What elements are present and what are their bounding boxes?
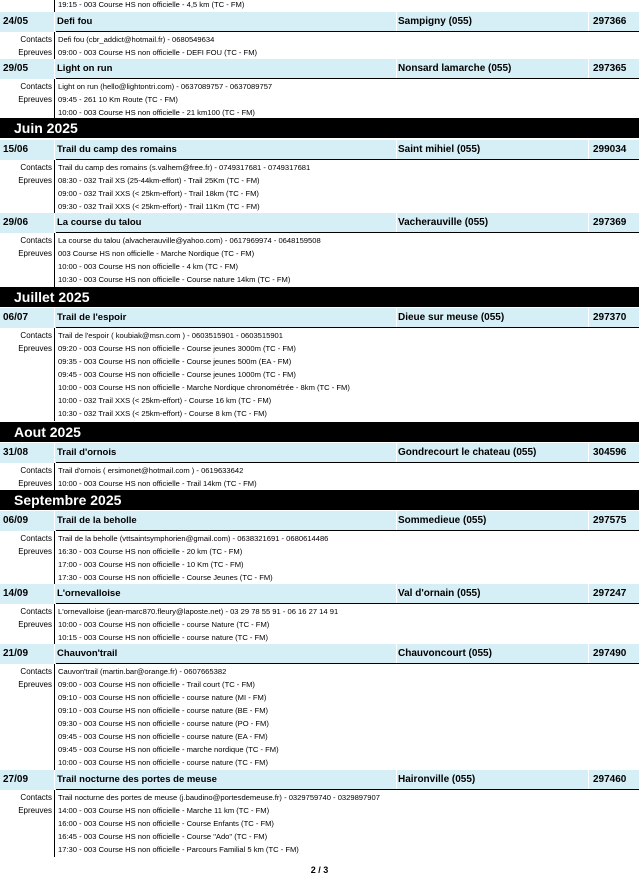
event-block — [0, 644, 639, 770]
event-line-text: 10:30 - 003 Course HS non officielle - Course nature 14km (TC - FM) — [58, 275, 291, 284]
header-separator — [54, 12, 55, 32]
event-line-text: 17:30 - 003 Course HS non officielle - Parcours Familial 5 km (TC - FM) — [58, 845, 299, 854]
header-underline — [56, 159, 639, 160]
event-line — [0, 187, 639, 200]
event-id: 304596 — [593, 447, 627, 458]
event-line-text: 09:10 - 003 Course HS non officielle - course nature (MI - FM) — [58, 693, 267, 702]
contact-row — [0, 234, 639, 247]
event-id: 297366 — [593, 16, 627, 27]
month-header — [0, 287, 639, 307]
event-line-text: 09:10 - 003 Course HS non officielle - course nature (BE - FM) — [58, 706, 269, 715]
event-line-text: 10:15 - 003 Course HS non officielle - course nature (TC - FM) — [58, 633, 269, 642]
epreuves-label: Epreuves — [18, 620, 52, 629]
event-place: Sommedieue (055) — [398, 515, 487, 526]
header-separator — [588, 308, 589, 328]
header-underline — [56, 327, 639, 328]
header-underline — [56, 789, 639, 790]
event-line-text: 09:30 - 032 Trail XXS (< 25km-effort) - Trail 11Km (TC - FM) — [58, 202, 260, 211]
header-separator — [588, 443, 589, 463]
event-line-text: 10:00 - 003 Course HS non officielle - Trail 14km (TC - FM) — [58, 479, 257, 488]
header-separator — [54, 443, 55, 463]
event-place: Gondrecourt le chateau (055) — [398, 447, 537, 458]
event-header — [0, 644, 639, 664]
contacts-label: Contacts — [20, 667, 52, 676]
header-separator — [588, 12, 589, 32]
event-id: 297370 — [593, 312, 627, 323]
header-separator — [54, 644, 55, 664]
event-date: 15/06 — [3, 144, 29, 155]
event-date: 06/09 — [3, 515, 29, 526]
event-title[interactable]: Trail d'ornois — [57, 447, 117, 458]
header-separator — [54, 140, 55, 160]
contact-row — [0, 329, 639, 342]
contacts-label: Contacts — [20, 607, 52, 616]
page-number: 2 / 3 — [310, 865, 329, 875]
event-line-text: 17:00 - 003 Course HS non officielle - 10 Km (TC - FM) — [58, 560, 244, 569]
contacts-label: Contacts — [20, 163, 52, 172]
event-block — [0, 511, 639, 585]
event-block — [0, 59, 639, 120]
event-line — [0, 355, 639, 368]
event-place: Val d'ornain (055) — [398, 588, 481, 599]
header-separator — [54, 770, 55, 790]
event-line — [0, 830, 639, 843]
header-underline — [56, 530, 639, 531]
contact-row — [0, 791, 639, 804]
event-id: 297247 — [593, 588, 627, 599]
header-separator — [588, 140, 589, 160]
event-line-text: 10:00 - 003 Course HS non officielle - 21 km100 (TC - FM) — [58, 108, 255, 117]
event-title[interactable]: Chauvon'trail — [57, 648, 118, 659]
event-line — [0, 93, 639, 106]
contact-text: L'ornevalloise (jean-marc870.fleury@laposte.net) - 03 29 78 55 91 - 06 16 27 14 91 — [58, 607, 339, 616]
contact-row — [0, 80, 639, 93]
header-underline — [56, 462, 639, 463]
contact-text: La course du talou (alvacherauville@yahoo.com) - 0617969974 - 0648159508 — [58, 236, 321, 245]
event-date: 21/09 — [3, 648, 29, 659]
header-separator — [396, 443, 397, 463]
contact-text: Trail de l'espoir ( koubiak@msn.com ) - 0603515901 - 0603515901 — [58, 331, 284, 340]
event-line-text: 09:45 - 003 Course HS non officielle - marche nordique (TC - FM) — [58, 745, 279, 754]
event-title[interactable]: Light on run — [57, 63, 113, 74]
event-header — [0, 511, 639, 531]
event-date: 31/08 — [3, 447, 29, 458]
header-separator — [54, 213, 55, 233]
event-line — [0, 730, 639, 743]
event-line-text: 09:45 - 003 Course HS non officielle - Course jeunes 1000m (TC - FM) — [58, 370, 296, 379]
contact-row — [0, 464, 639, 477]
epreuves-label: Epreuves — [18, 176, 52, 185]
event-line — [0, 46, 639, 59]
event-line-text: 10:00 - 003 Course HS non officielle - 4 km (TC - FM) — [58, 262, 239, 271]
month-header — [0, 422, 639, 442]
event-line-text: 09:20 - 003 Course HS non officielle - Course jeunes 3000m (TC - FM) — [58, 344, 296, 353]
epreuves-label: Epreuves — [18, 680, 52, 689]
event-header — [0, 443, 639, 463]
contact-row — [0, 161, 639, 174]
event-id: 297575 — [593, 515, 627, 526]
event-line — [0, 0, 639, 11]
epreuves-label: Epreuves — [18, 249, 52, 258]
contact-text: Trail de la beholle (vttsaintsymphorien@gmail.com) - 0638321691 - 0680614486 — [58, 534, 329, 543]
event-header — [0, 140, 639, 160]
contact-text: Trail du camp des romains (s.valhem@free.fr) - 0749317681 - 0749317681 — [58, 163, 311, 172]
header-separator — [54, 511, 55, 531]
event-line — [0, 273, 639, 286]
event-line — [0, 631, 639, 644]
event-line — [0, 843, 639, 856]
event-header — [0, 12, 639, 32]
header-separator — [396, 644, 397, 664]
month-title: Septembre 2025 — [14, 492, 122, 508]
event-id: 297369 — [593, 217, 627, 228]
event-line-text: 09:35 - 003 Course HS non officielle - Course jeunes 500m (EA - FM) — [58, 357, 292, 366]
event-header — [0, 584, 639, 604]
header-underline — [56, 78, 639, 79]
event-line — [0, 558, 639, 571]
event-title[interactable]: Trail de la beholle — [57, 515, 137, 526]
event-line-text: 09:45 - 003 Course HS non officielle - course nature (EA - FM) — [58, 732, 268, 741]
contact-text: Light on run (hello@lightontri.com) - 0637089757 - 0637089757 — [58, 82, 273, 91]
event-place: Vacherauville (055) — [398, 217, 489, 228]
month-header — [0, 118, 639, 138]
header-underline — [56, 663, 639, 664]
event-line — [0, 200, 639, 213]
header-underline — [56, 232, 639, 233]
contacts-label: Contacts — [20, 331, 52, 340]
event-line-text: 08:30 - 032 Trail XS (25-44km-effort) - Trail 25Km (TC - FM) — [58, 176, 260, 185]
event-line-text: 10:00 - 003 Course HS non officielle - Marche Nordique chronométrée - 8km (TC - FM) — [58, 383, 350, 392]
event-title[interactable]: Trail de l'espoir — [57, 312, 127, 323]
event-date: 06/07 — [3, 312, 29, 323]
header-separator — [396, 213, 397, 233]
header-separator — [588, 59, 589, 79]
event-line-text: 10:30 - 032 Trail XXS (< 25km-effort) - Course 8 km (TC - FM) — [58, 409, 267, 418]
event-line-text: 09:45 - 261 10 Km Route (TC - FM) — [58, 95, 178, 104]
header-separator — [588, 213, 589, 233]
event-block — [0, 584, 639, 645]
event-header — [0, 770, 639, 790]
header-separator — [396, 59, 397, 79]
event-line — [0, 756, 639, 769]
contacts-label: Contacts — [20, 35, 52, 44]
header-separator — [396, 511, 397, 531]
event-place: Nonsard lamarche (055) — [398, 63, 512, 74]
month-title: Aout 2025 — [14, 424, 81, 440]
event-block — [0, 443, 639, 491]
event-place: Sampigny (055) — [398, 16, 472, 27]
event-place: Chauvoncourt (055) — [398, 648, 492, 659]
event-title[interactable]: Trail du camp des romains — [57, 144, 177, 155]
event-place: Saint mihiel (055) — [398, 144, 481, 155]
event-block — [0, 213, 639, 287]
event-block — [0, 140, 639, 214]
event-line — [0, 174, 639, 187]
event-block — [0, 12, 639, 60]
event-id: 297460 — [593, 774, 627, 785]
event-line-text: 10:00 - 032 Trail XXS (< 25km-effort) - Course 16 km (TC - FM) — [58, 396, 272, 405]
contact-text: Trail d'ornois ( ersimonet@hotmail.com ) - 0619633642 — [58, 466, 244, 475]
event-line-text: 16:30 - 003 Course HS non officielle - 20 km (TC - FM) — [58, 547, 243, 556]
event-line-text: 14:00 - 003 Course HS non officielle - Marche 11 km (TC - FM) — [58, 806, 270, 815]
event-header — [0, 213, 639, 233]
header-separator — [54, 584, 55, 604]
event-title[interactable]: L'ornevalloise — [57, 588, 121, 599]
header-separator — [588, 770, 589, 790]
header-underline — [56, 603, 639, 604]
event-title[interactable]: Defi fou — [57, 16, 93, 27]
event-line — [0, 817, 639, 830]
header-separator — [396, 770, 397, 790]
event-date: 24/05 — [3, 16, 29, 27]
event-line — [0, 691, 639, 704]
epreuves-label: Epreuves — [18, 547, 52, 556]
header-separator — [396, 140, 397, 160]
event-line — [0, 394, 639, 407]
month-title: Juillet 2025 — [14, 289, 90, 305]
header-separator — [396, 584, 397, 604]
event-line — [0, 743, 639, 756]
event-line-text: 10:00 - 003 Course HS non officielle - course nature (TC - FM) — [58, 758, 269, 767]
header-underline — [56, 31, 639, 32]
event-line-text: 003 Course HS non officielle - Marche Nordique (TC - FM) — [58, 249, 255, 258]
event-date: 27/09 — [3, 774, 29, 785]
event-block — [0, 308, 639, 421]
event-line-text: 09:00 - 032 Trail XXS (< 25km-effort) - Trail 18km (TC - FM) — [58, 189, 259, 198]
event-line — [0, 407, 639, 420]
contact-row — [0, 33, 639, 46]
contact-row — [0, 665, 639, 678]
event-line-text: 10:00 - 003 Course HS non officielle - course Nature (TC - FM) — [58, 620, 270, 629]
event-line — [0, 704, 639, 717]
event-line-text: 19:15 - 003 Course HS non officielle - 4,5 km (TC - FM) — [58, 0, 245, 9]
event-line — [0, 260, 639, 273]
event-date: 29/05 — [3, 63, 29, 74]
epreuves-label: Epreuves — [18, 48, 52, 57]
event-header — [0, 308, 639, 328]
event-line — [0, 381, 639, 394]
event-line — [0, 804, 639, 817]
header-separator — [396, 308, 397, 328]
header-separator — [54, 308, 55, 328]
contacts-label: Contacts — [20, 82, 52, 91]
contact-text: Defi fou (cbr_addict@hotmail.fr) - 0680549634 — [58, 35, 215, 44]
event-date: 29/06 — [3, 217, 29, 228]
event-line-text: 17:30 - 003 Course HS non officielle - Course Jeunes (TC - FM) — [58, 573, 273, 582]
event-title[interactable]: La course du talou — [57, 217, 142, 228]
epreuves-label: Epreuves — [18, 806, 52, 815]
event-block — [0, 770, 639, 857]
contact-row — [0, 605, 639, 618]
event-line-text: 09:00 - 003 Course HS non officielle - Trail court (TC - FM) — [58, 680, 255, 689]
header-separator — [588, 644, 589, 664]
event-place: Haironville (055) — [398, 774, 476, 785]
event-line — [0, 477, 639, 490]
event-id: 297490 — [593, 648, 627, 659]
month-title: Juin 2025 — [14, 120, 78, 136]
event-line-text: 09:00 - 003 Course HS non officielle - DEFI FOU (TC - FM) — [58, 48, 258, 57]
event-line — [0, 618, 639, 631]
event-line — [0, 342, 639, 355]
event-line-text: 16:45 - 003 Course HS non officielle - Course "Ado" (TC - FM) — [58, 832, 268, 841]
contacts-label: Contacts — [20, 236, 52, 245]
event-id: 297365 — [593, 63, 627, 74]
epreuves-label: Epreuves — [18, 95, 52, 104]
contact-text: Cauvon'trail (martin.bar@orange.fr) - 0607665382 — [58, 667, 227, 676]
contact-row — [0, 532, 639, 545]
event-line — [0, 717, 639, 730]
contacts-label: Contacts — [20, 793, 52, 802]
contact-text: Trail nocturne des portes de meuse (j.baudino@portesdemeuse.fr) - 0329759740 - 0329897907 — [58, 793, 380, 802]
contacts-label: Contacts — [20, 534, 52, 543]
epreuves-label: Epreuves — [18, 344, 52, 353]
event-id: 299034 — [593, 144, 627, 155]
event-title[interactable]: Trail nocturne des portes de meuse — [57, 774, 217, 785]
event-line — [0, 368, 639, 381]
contacts-label: Contacts — [20, 466, 52, 475]
event-header — [0, 59, 639, 79]
epreuves-label: Epreuves — [18, 479, 52, 488]
event-line — [0, 678, 639, 691]
event-line — [0, 571, 639, 584]
event-date: 14/09 — [3, 588, 29, 599]
event-line-text: 16:00 - 003 Course HS non officielle - Course Enfants (TC - FM) — [58, 819, 274, 828]
header-separator — [54, 59, 55, 79]
month-header — [0, 490, 639, 510]
header-separator — [396, 12, 397, 32]
event-place: Dieue sur meuse (055) — [398, 312, 505, 323]
event-line — [0, 247, 639, 260]
header-separator — [588, 584, 589, 604]
event-line — [0, 545, 639, 558]
header-separator — [588, 511, 589, 531]
event-line-text: 09:30 - 003 Course HS non officielle - course nature (PO - FM) — [58, 719, 269, 728]
